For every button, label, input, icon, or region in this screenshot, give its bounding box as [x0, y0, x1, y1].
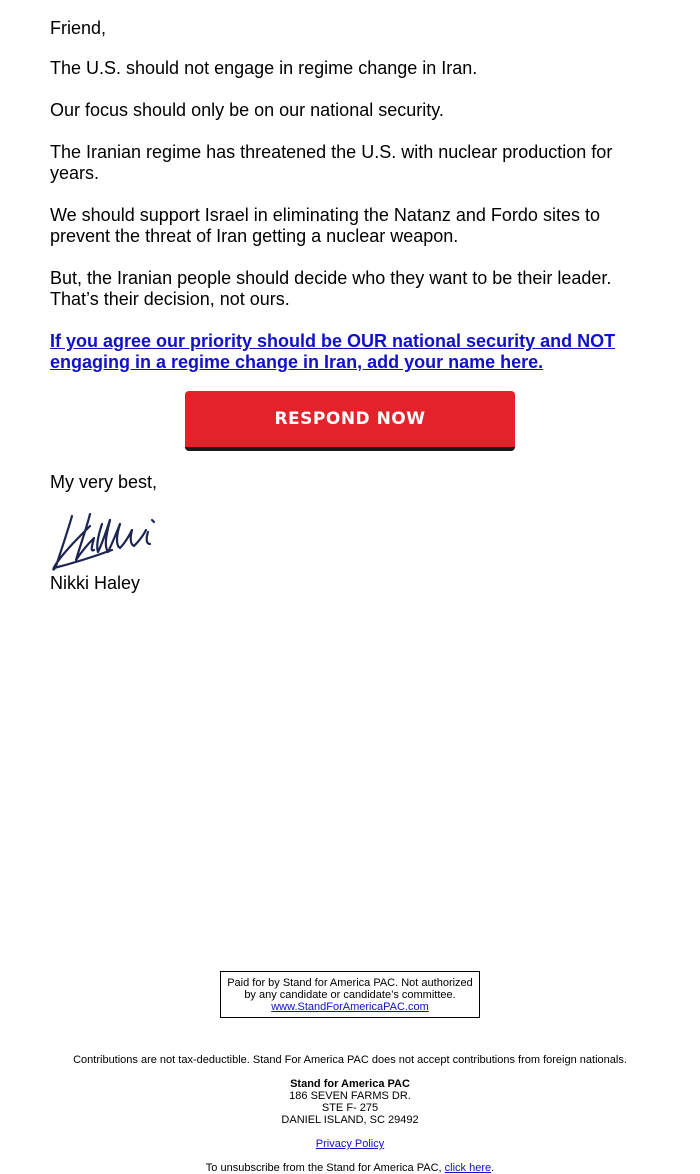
disclaimer-line-2: by any candidate or candidate’s committee. [244, 989, 456, 1001]
paid-for-disclaimer [220, 971, 480, 1018]
org-name: Stand for America PAC [290, 1078, 410, 1090]
unsubscribe-link[interactable]: click here [444, 1162, 492, 1174]
paragraph-3: The Iranian regime has threatened the U.S. with nuclear production for years. [50, 142, 613, 183]
disclaimer-line-1: Paid for by Stand for America PAC. Not authorized [227, 977, 473, 989]
contributions-note: Contributions are not tax-deductible. Stand For America PAC does not accept contributions from foreign nationals. [73, 1054, 627, 1066]
unsubscribe-row [0, 1162, 700, 1174]
respond-now-button[interactable]: RESPOND NOW [185, 391, 515, 451]
address-line-2: STE F- 275 [321, 1102, 379, 1114]
paragraph-5: But, the Iranian people should decide who they want to be their leader. That’s their decision, not ours. [50, 268, 612, 309]
privacy-row [0, 1138, 700, 1150]
signature-name: Nikki Haley [50, 573, 141, 593]
paragraph-1: The U.S. should not engage in regime change in Iran. [50, 58, 478, 78]
privacy-policy-link[interactable]: Privacy Policy [315, 1138, 385, 1150]
address-line-1: 186 SEVEN FARMS DR. [289, 1090, 411, 1102]
unsubscribe-period: . [491, 1162, 495, 1174]
paragraph-2: Our focus should only be on our national security. [50, 100, 444, 120]
mailing-address [0, 1078, 700, 1126]
pac-website-link[interactable]: www.StandForAmericaPAC.com [271, 1001, 429, 1013]
closing: My very best, [50, 472, 158, 492]
greeting: Friend, [50, 18, 107, 38]
paragraph-4: We should support Israel in eliminating the Natanz and Fordo sites to prevent the threat of Iran getting a nuclear weapon. [50, 205, 600, 246]
address-line-3: DANIEL ISLAND, SC 29492 [281, 1114, 419, 1126]
add-name-link[interactable]: If you agree our priority should be OUR national security and NOT engaging in a regime change in Iran, add your name here. [50, 331, 616, 372]
signature-image [50, 508, 165, 574]
unsubscribe-text: To unsubscribe from the Stand for America PAC, [205, 1162, 442, 1174]
cta-paragraph [50, 331, 635, 373]
